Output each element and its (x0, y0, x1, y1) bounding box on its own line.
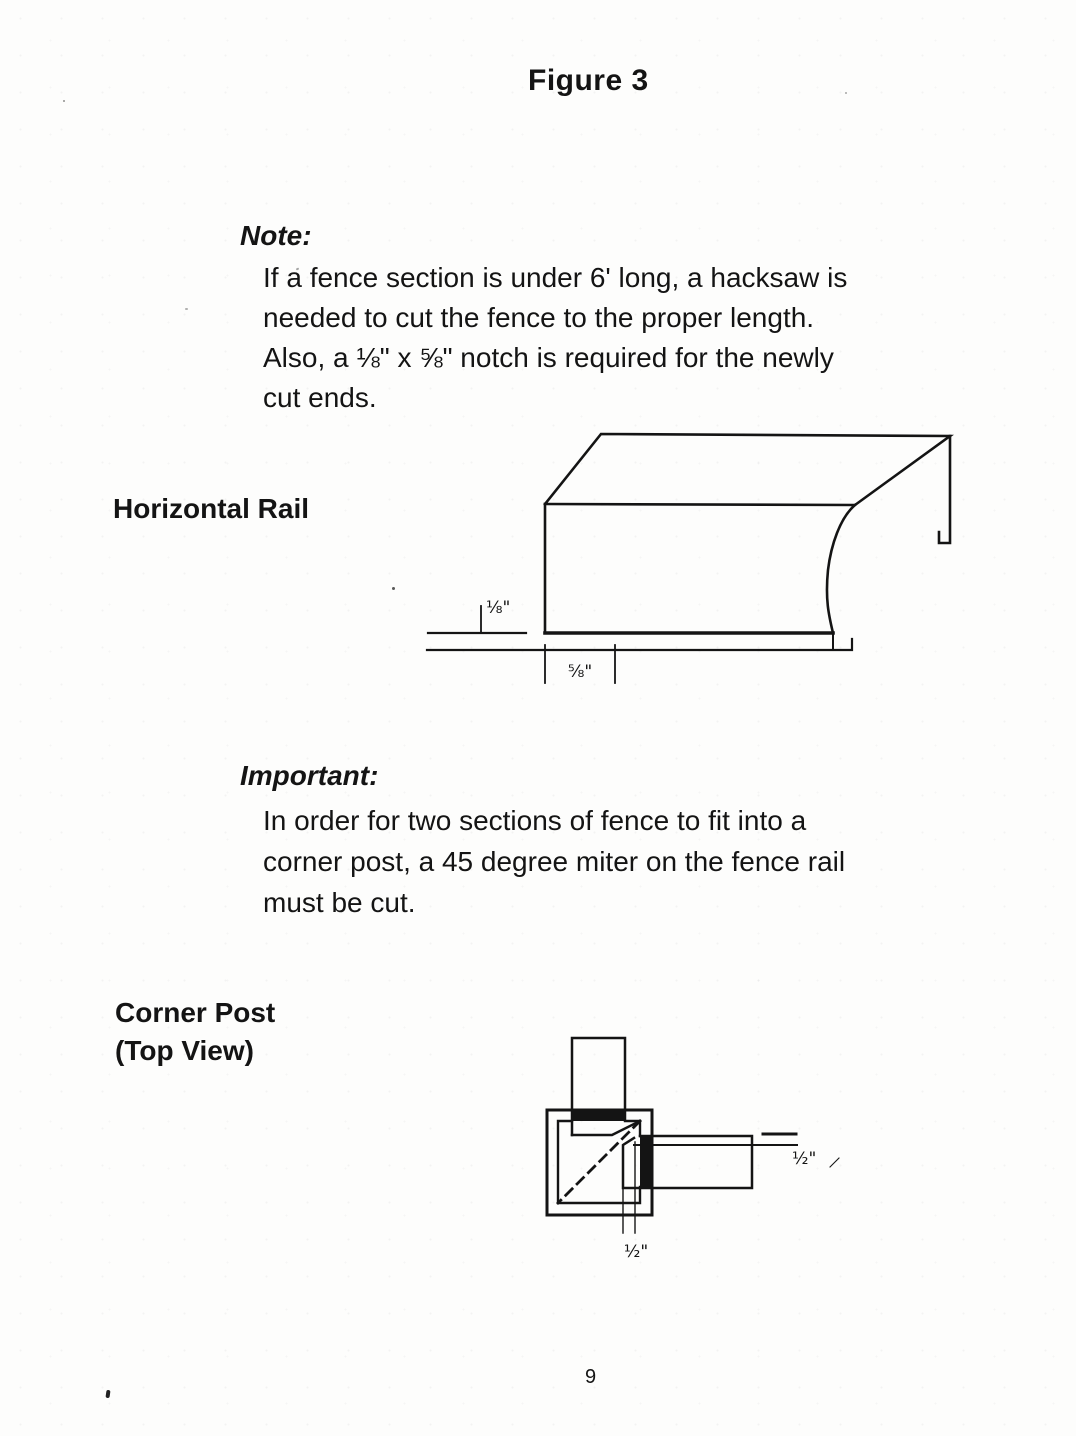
scan-speck (105, 1390, 110, 1398)
post-wall-section-top (572, 1110, 625, 1121)
scan-speck (63, 100, 65, 102)
scan-speck (392, 587, 395, 590)
dim-label-right: ½" (792, 1149, 817, 1169)
important-line: In order for two sections of fence to fit into a (263, 805, 807, 836)
post-wall-section-right (640, 1136, 652, 1187)
corner-post-label-line1: Corner Post (115, 997, 276, 1028)
horizontal-rail-label: Horizontal Rail (113, 493, 310, 524)
note-line: needed to cut the fence to the proper length. (263, 302, 815, 333)
note-line: If a fence section is under 6' long, a hacksaw is (263, 262, 848, 293)
corner-post-diagram (540, 1030, 840, 1270)
figure-title: Figure 3 (528, 64, 649, 97)
page-number: 9 (585, 1366, 597, 1388)
dim-label-notch-width: ⅝" (567, 662, 593, 682)
important-line: corner post, a 45 degree miter on the fence rail (263, 846, 846, 877)
dim-label-notch-depth: ⅛" (486, 598, 511, 618)
important-line: must be cut. (263, 887, 416, 918)
scan-speck (185, 308, 188, 310)
corner-post-label-line2: (Top View) (115, 1035, 254, 1066)
horizontal-rail-diagram (420, 420, 980, 700)
dim-label-bottom: ½" (623, 1242, 649, 1262)
note-body (263, 258, 847, 418)
important-heading: Important: (240, 760, 379, 791)
note-heading: Note: (240, 220, 312, 251)
scan-speck (845, 92, 847, 94)
miter-line-45deg (558, 1121, 640, 1203)
corner-post-label (115, 994, 275, 1070)
note-line: Also, a ⅛" x ⅝" notch is required for the newly (263, 342, 834, 373)
note-line: cut ends. (263, 382, 377, 413)
important-body (263, 800, 845, 923)
